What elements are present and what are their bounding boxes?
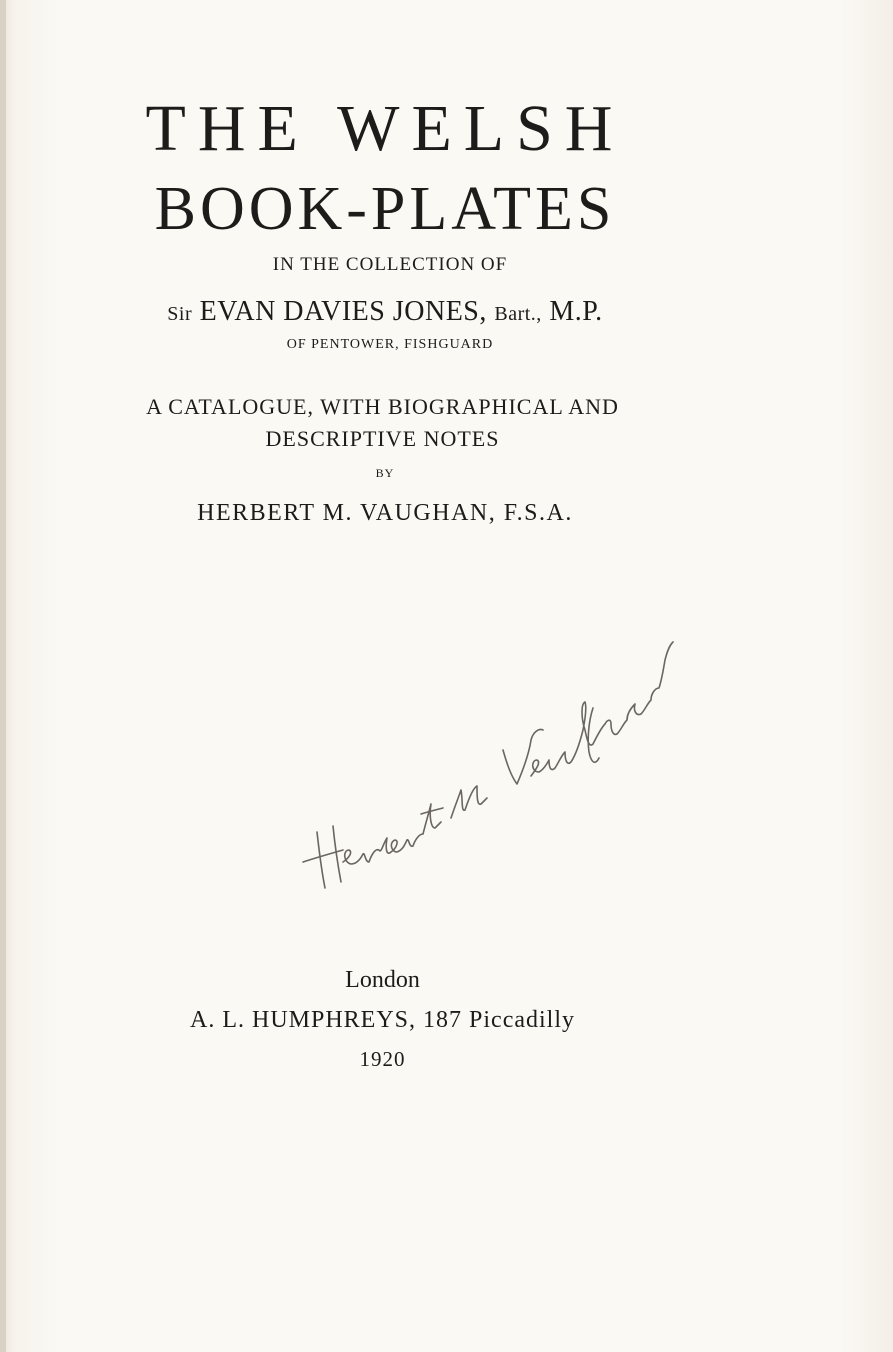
publication-city: London bbox=[345, 967, 420, 993]
collection-intro: IN THE COLLECTION OF bbox=[272, 254, 508, 275]
owner-prefix: Sir bbox=[167, 303, 193, 325]
title-line-2: BOOK-PLATES bbox=[154, 175, 616, 243]
owner-line bbox=[100, 296, 670, 328]
title-line-1: THE WELSH bbox=[145, 92, 625, 165]
owner-name: EVAN DAVIES JONES, bbox=[199, 296, 487, 327]
publisher-line: A. L. HUMPHREYS, 187 Piccadilly bbox=[190, 1007, 575, 1033]
catalogue-description: A CATALOGUE, WITH BIOGRAPHICAL AND DESCRIPTIVE NOTES bbox=[146, 394, 619, 451]
author-line: HERBERT M. VAUGHAN, F.S.A. bbox=[197, 500, 573, 526]
owner-place: OF PENTOWER, FISHGUARD bbox=[286, 337, 494, 352]
handwritten-signature bbox=[285, 600, 705, 910]
owner-suffix: M.P. bbox=[549, 296, 603, 327]
page-gutter bbox=[0, 0, 6, 1352]
owner-title: Bart., bbox=[494, 303, 542, 325]
publication-year: 1920 bbox=[359, 1047, 406, 1071]
by-line: BY bbox=[375, 466, 395, 480]
